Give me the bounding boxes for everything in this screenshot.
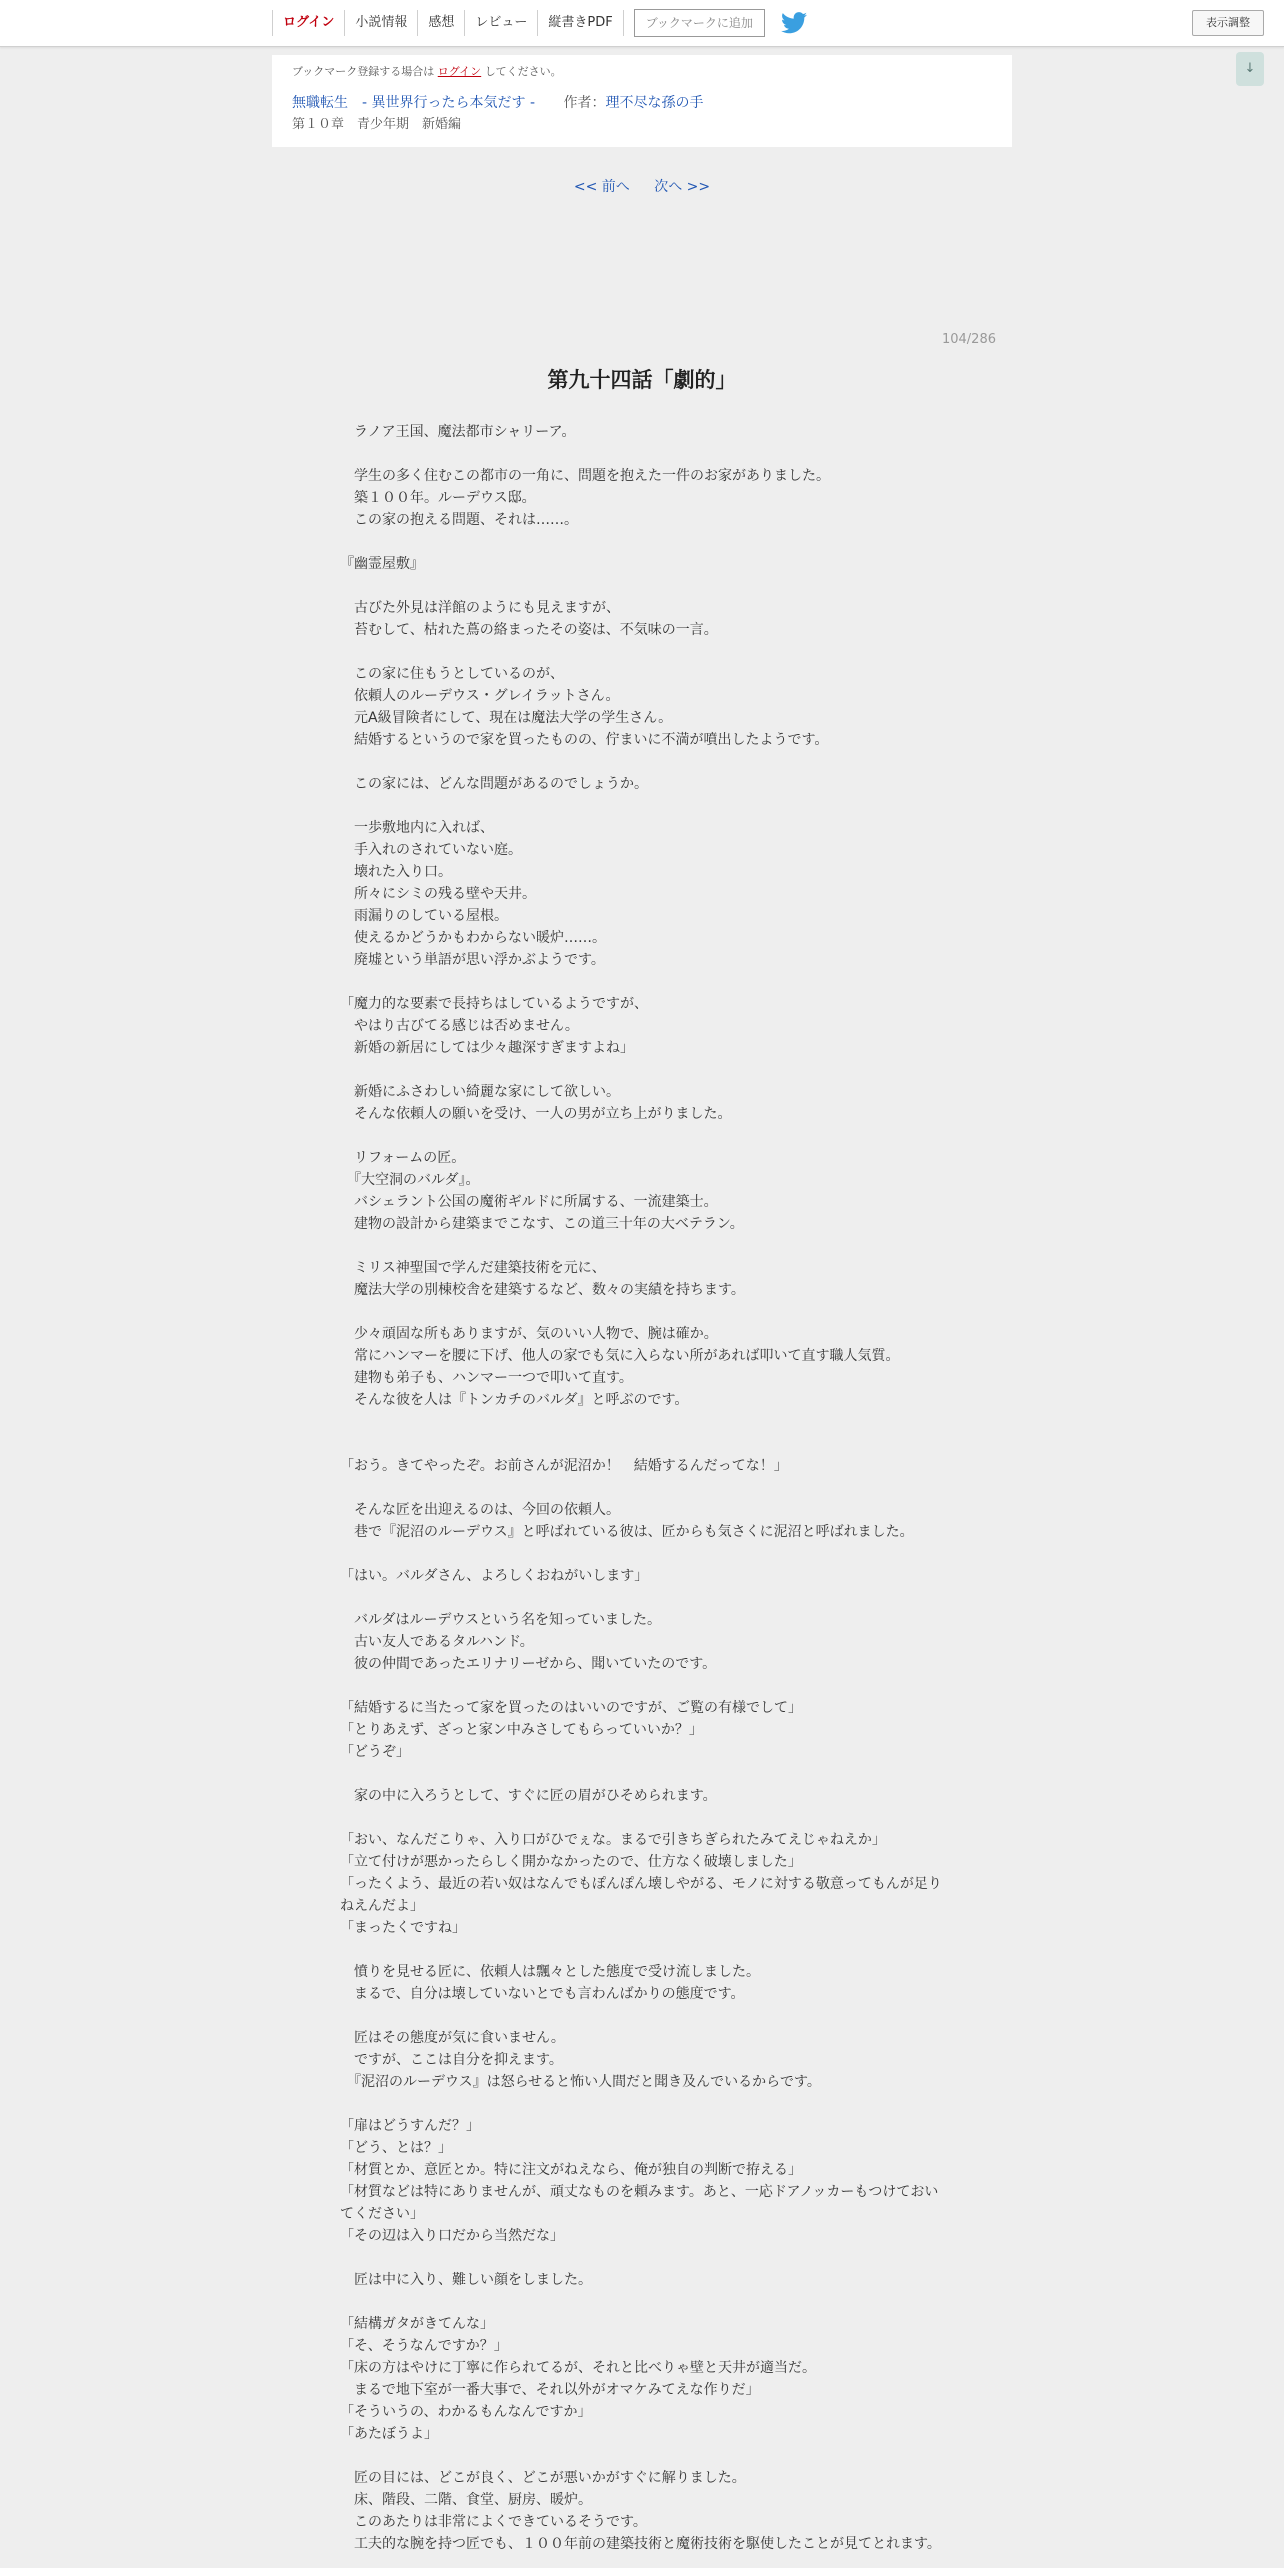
body-line: 廃墟という単語が思い浮かぶようです。 [340,952,605,968]
body-line [340,1807,950,1829]
body-line: 建物も弟子も、ハンマー一つで叩いて直す。 [340,1370,633,1386]
body-line: 憤りを見せる匠に、依頼人は飄々とした態度で受け流しました。 [340,1964,760,1980]
nav-impressions-link[interactable]: 感想 [417,10,464,36]
body-line: 古びた外見は洋館のようにも見えますが、 [340,600,620,616]
body-line [340,531,950,553]
body-line: リフォームの匠。 [340,1150,466,1166]
body-line: 「材質とか、意匠とか。特に注文がねえなら、俺が独自の判断で拵える」 [340,2162,802,2178]
body-line: 苔むして、枯れた蔦の絡まったその姿は、不気味の一言。 [340,622,718,638]
body-line: 元A級冒険者にして、現在は魔法大学の学生さん。 [340,710,673,726]
body-line [340,1433,950,1455]
body-line: 手入れのされていない庭。 [340,842,522,858]
body-line [340,1477,950,1499]
body-line: 「そういうの、わかるもんなんですか」 [340,2404,592,2420]
body-line [340,1059,950,1081]
body-line: 「はい。バルダさん、よろしくおねがいします」 [340,1568,649,1584]
body-line: 床、階段、二階、食堂、厨房、暖炉。 [340,2492,592,2508]
body-line [340,1763,950,1785]
chapter-name: 第１０章 青少年期 新婚編 [292,117,462,132]
body-line: 魔法大学の別棟校舎を建築するなど、数々の実績を持ちます。 [340,1282,745,1298]
body-line [340,1301,950,1323]
body-line: 「おう。きてやったぞ。お前さんが泥沼か！ 結婚するんだってな！」 [340,1458,788,1474]
twitter-icon[interactable] [781,12,807,34]
body-line: 匠は中に入り、難しい顔をしました。 [340,2272,592,2288]
body-line: 学生の多く住むこの都市の一角に、問題を抱えた一件のお家がありました。 [340,468,830,484]
author-link[interactable]: 理不尽な孫の手 [605,95,704,111]
body-line: 「おい、なんだこりゃ、入り口がひでぇな。まるで引きちぎられたみてえじゃねえか」 [340,1832,886,1848]
login-note-suffix: してください。 [484,65,562,78]
body-line [340,2247,950,2269]
body-line: 少々頑固な所もありますが、気のいい人物で、腕は確か。 [340,1326,718,1342]
body-line: この家に住もうとしているのが、 [340,666,564,682]
top-navigation-bar [0,0,1284,47]
body-line: 「あたぼうよ」 [340,2426,438,2442]
body-line: 工夫的な腕を持つ匠でも、１００年前の建築技術と魔術技術を駆使したことが見てとれます。 [340,2536,941,2552]
nav-list [272,0,807,46]
body-line: 「どうぞ」 [340,1744,410,1760]
body-line [340,641,950,663]
body-line [340,1125,950,1147]
body-line: 依頼人のルーデウス・グレイラットさん。 [340,688,620,704]
body-line: 「床の方はやけに丁寧に作られてるが、それと比べりゃ壁と天井が適当だ。 [340,2360,816,2376]
body-line: 「扉はどうすんだ？」 [340,2118,480,2134]
body-line: 雨漏りのしている屋根。 [340,908,508,924]
body-line: 築１００年。ルーデウス邸。 [340,490,536,506]
body-line [340,1411,950,1433]
body-line [340,1543,950,1565]
body-line: 新婚にふさわしい綺麗な家にして欲しい。 [340,1084,620,1100]
body-line: まるで地下室が一番大事で、それ以外がオマケみてえな作りだ」 [340,2382,760,2398]
body-line: 壊れた入り口。 [340,864,452,880]
body-line: この家の抱える問題、それは……。 [340,512,578,528]
body-line: このあたりは非常によくできているそうです。 [340,2514,647,2530]
body-line: 「結構ガタがきてんな」 [340,2316,494,2332]
body-line: この家には、どんな問題があるのでしょうか。 [340,776,648,792]
nav-login-link[interactable]: ログイン [272,10,344,36]
novel-body [340,421,950,2555]
novel-info-box [272,55,1012,147]
login-note [292,63,992,81]
episode-title: 第九十四話「劇的」 [547,368,737,392]
nav-vertical-pdf-link[interactable]: 縦書きPDF [537,10,623,36]
nav-novel-info-link[interactable]: 小説情報 [344,10,417,36]
body-line: 古い友人であるタルハンド。 [340,1634,534,1650]
author-label: 作者： [563,95,606,111]
body-line: 『大空洞のバルダ』。 [340,1172,480,1188]
body-line: 「どう、とは？」 [340,2140,452,2156]
body-line: 「材質などは特にありませんが、頑丈なものを頼みます。あと、一応ドアノッカーもつけておいてください」 [340,2184,939,2222]
body-line [340,751,950,773]
body-line [340,1675,950,1697]
body-line: 新婚の新居にしては少々趣深すぎますよね」 [340,1040,634,1056]
body-line: 匠はその態度が気に食いません。 [340,2030,565,2046]
body-line: そんな匠を出迎えるのは、今回の依頼人。 [340,1502,620,1518]
body-line [340,443,950,465]
body-line [340,2005,950,2027]
body-line: まるで、自分は壊していないとでも言わんばかりの態度です。 [340,1986,745,2002]
body-line: 巷で『泥沼のルーデウス』と呼ばれている彼は、匠からも気さくに泥沼と呼ばれました。 [340,1524,914,1540]
body-line: そんな彼を人は『トンカチのバルダ』と呼ぶのです。 [340,1392,689,1408]
body-line: 「ったくよう、最近の若い奴はなんでもぽんぽん壊しやがる、モノに対する敬意ってもんが足りねえんだよ」 [340,1876,942,1914]
body-line: ラノア王国、魔法都市シャリーア。 [340,424,576,440]
body-line: 所々にシミの残る壁や天井。 [340,886,536,902]
body-line: やはり古びてる感じは否めません。 [340,1018,579,1034]
body-line [340,2445,950,2467]
body-line: バルダはルーデウスという名を知っていました。 [340,1612,662,1628]
body-line [340,971,950,993]
body-line: 「結婚するに当たって家を買ったのはいいのですが、ご覧の有様でして」 [340,1700,802,1716]
body-line: ですが、ここは自分を抑えます。 [340,2052,563,2068]
body-line: 「魔力的な要素で長持ちはしているようですが、 [340,996,648,1012]
body-line: 「そ、そうなんですか？」 [340,2338,508,2354]
body-line: そんな依頼人の願いを受け、一人の男が立ち上がりました。 [340,1106,732,1122]
body-line: 『泥沼のルーデウス』は怒らせると怖い人間だと聞き及んでいるからです。 [340,2074,821,2090]
body-line [340,575,950,597]
scroll-down-button[interactable]: ↓ [1236,52,1264,86]
body-line: ミリス神聖国で学んだ建築技術を元に、 [340,1260,606,1276]
body-line: 常にハンマーを腰に下げ、他人の家でも気に入らない所があれば叩いて直す職人気質。 [340,1348,900,1364]
body-line: 結婚するというので家を買ったものの、佇まいに不満が噴出したようです。 [340,732,829,748]
novel-title-line [292,93,992,113]
body-line [340,2291,950,2313]
add-bookmark-button[interactable]: ブックマークに追加 [634,9,765,37]
body-line: 建物の設計から建築までこなす、この道三十年の大ベテラン。 [340,1216,744,1232]
login-note-link[interactable]: ログイン [437,65,482,78]
body-line [340,1235,950,1257]
nav-review-link[interactable]: レビュー [464,10,537,36]
login-note-prefix: ブックマーク登録する場合は [292,65,435,78]
body-line: 匠の目には、どこが良く、どこが悪いかがすぐに解りました。 [340,2470,746,2486]
body-line: 使えるかどうかもわからない暖炉……。 [340,930,606,946]
body-line: バシェラント公国の魔術ギルドに所属する、一流建築士。 [340,1194,718,1210]
body-line [340,795,950,817]
pager [0,176,1284,196]
body-line: 『幽霊屋敷』 [340,556,424,572]
novel-title-link[interactable]: 無職転生 - 異世界行ったら本気だす - [292,95,536,111]
display-settings-button[interactable]: 表示調整 [1192,10,1264,36]
body-line: 「立て付けが悪かったらしく開かなかったので、仕方なく破壊しました」 [340,1854,802,1870]
body-line: 「まったくですね」 [340,1920,466,1936]
next-page-link[interactable]: 次へ >> [654,179,711,195]
body-line: 「その辺は入り口だから当然だな」 [340,2228,564,2244]
body-line: 家の中に入ろうとして、すぐに匠の眉がひそめられます。 [340,1788,717,1804]
body-line: 一歩敷地内に入れば、 [340,820,494,836]
body-line [340,1587,950,1609]
page-count: 104/286 [941,332,996,347]
body-line [340,2093,950,2115]
body-line [340,1939,950,1961]
body-line: 彼の仲間であったエリナリーゼから、聞いていたのです。 [340,1656,717,1672]
prev-page-link[interactable]: << 前へ [573,179,630,195]
body-line: 「とりあえず、ざっと家ン中みさしてもらっていいか？」 [340,1722,703,1738]
